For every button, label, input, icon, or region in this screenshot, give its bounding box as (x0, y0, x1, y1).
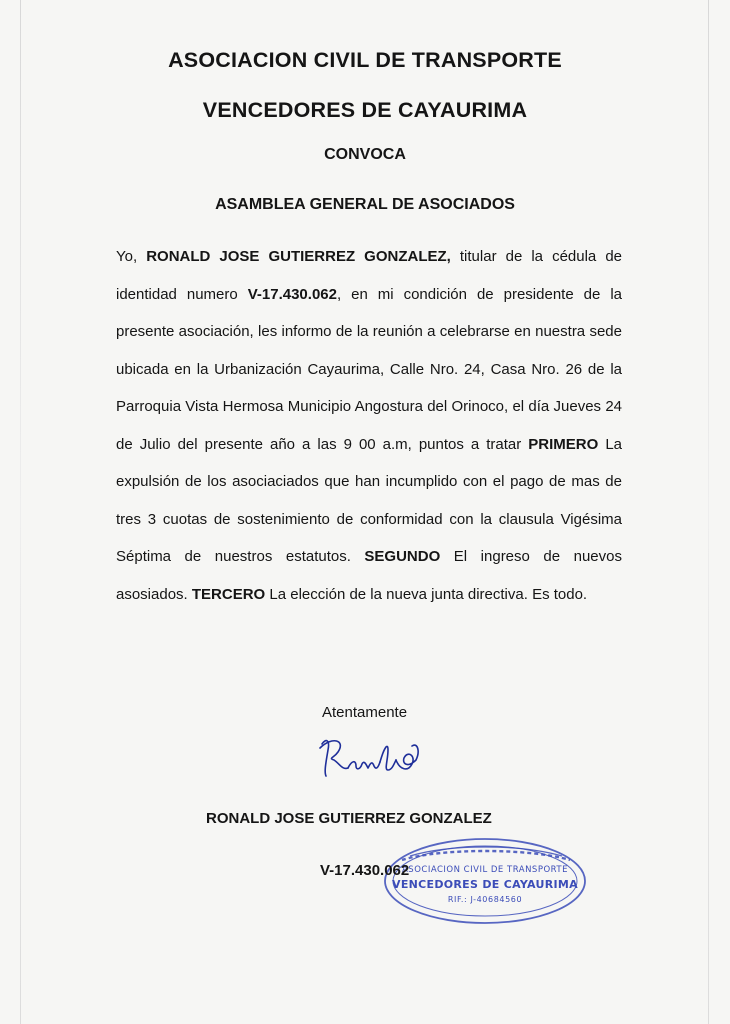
point-primero: PRIMERO (528, 435, 599, 453)
stamp-line-3: RIF.: J-40684560 (447, 895, 523, 904)
title-line-1: ASOCIACION CIVIL DE TRANSPORTE (168, 48, 562, 72)
point-segundo: SEGUNDO (364, 548, 441, 565)
signer-cedula: V-17.430.062 (320, 862, 410, 879)
body-text-2: titular de la cédula de identidad numero (116, 248, 622, 303)
president-cedula: V-17.430.062 (247, 285, 337, 303)
point-tercero: TERCERO (191, 585, 266, 603)
president-name: RONALD JOSE GUTIERREZ GONZALEZ, (146, 248, 451, 265)
convoca-heading: CONVOCA (324, 146, 406, 163)
signature-handwritten (312, 730, 440, 790)
body-text-1: Yo, (116, 248, 147, 265)
closing-greeting: Atentamente (322, 704, 408, 721)
stamp-line-2: VENCEDORES DE CAYAURIMA (392, 878, 578, 891)
body-text-3: , en mi condición de presidente de la presente asociación, les informo de la reunión a celebrarse en nuestra sede ubicada en la Urbanización Cayaurima, Calle Nro. 24, Casa Nro. 26 de la Parroquia Vista Hermosa Municipio Angostura del Orinoco, el día Jueves 24 de Julio del presente año a las 9 00 a.m, puntos a tratar (116, 285, 622, 453)
convocation-body (116, 238, 622, 613)
body-text-5: El ingreso de nuevos asosiados. (116, 548, 622, 603)
stamp-text-container (380, 834, 590, 926)
body-text-6: La elección de la nueva junta directiva. Es todo. (265, 585, 588, 603)
title-line-2: VENCEDORES DE CAYAURIMA (202, 98, 528, 122)
stamp-line-1: ASOCIACION CIVIL DE TRANSPORTE (401, 865, 568, 875)
body-text-4: La expulsión de los asociaciados que han incumplido con el pago de mas de tres 3 cuotas de sostenimiento de conformidad con la clausula Vigésima Séptima de nuestros estatutos. (116, 435, 622, 565)
asamblea-heading: ASAMBLEA GENERAL DE ASOCIADOS (215, 196, 515, 213)
signer-name: RONALD JOSE GUTIERREZ GONZALEZ (206, 810, 492, 827)
